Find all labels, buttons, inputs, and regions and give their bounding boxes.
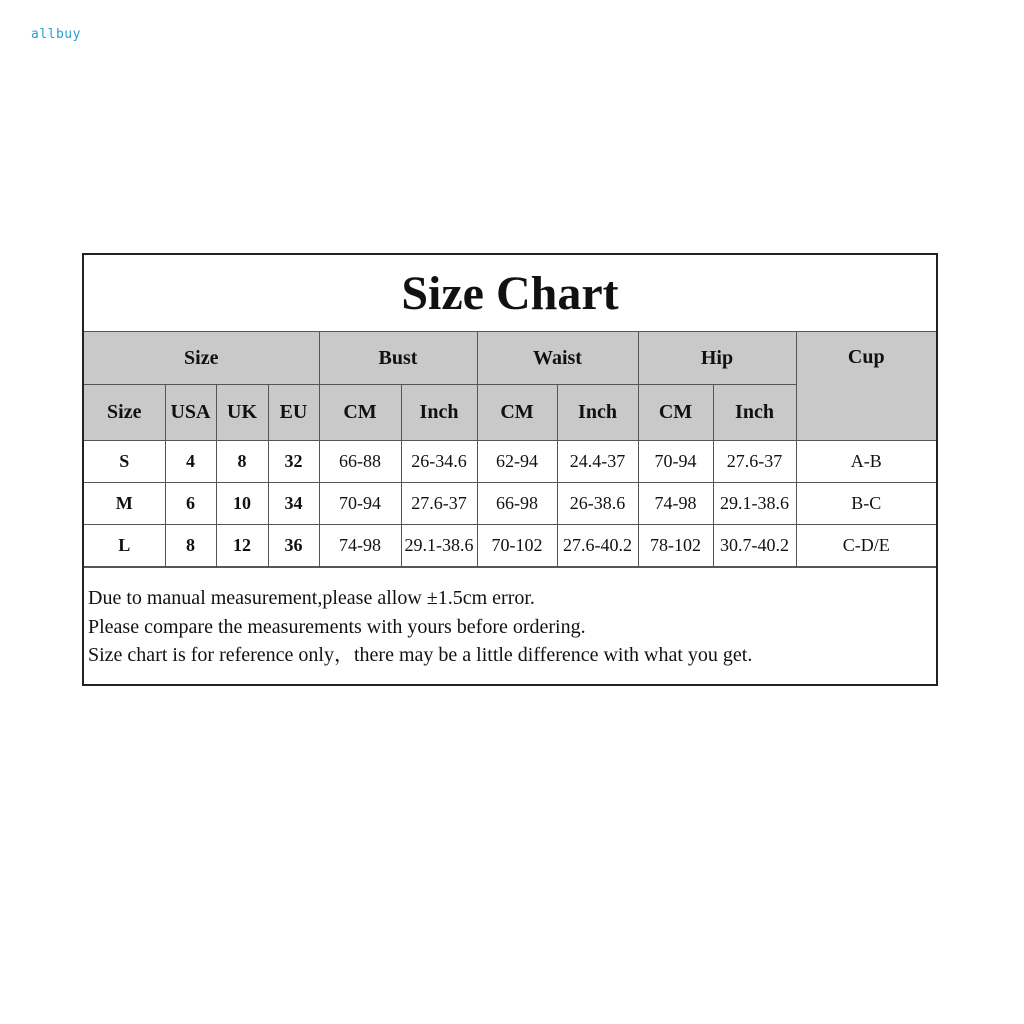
cell-bust-inch: 26-34.6 <box>401 441 477 483</box>
cell-uk: 12 <box>216 525 268 567</box>
header-size-group: Size <box>84 332 319 385</box>
cell-hip-cm: 70-94 <box>638 441 713 483</box>
cell-waist-cm: 62-94 <box>477 441 557 483</box>
subheader-eu: EU <box>268 385 319 441</box>
cell-hip-inch: 29.1-38.6 <box>713 483 796 525</box>
cell-hip-cm: 74-98 <box>638 483 713 525</box>
subheader-size: Size <box>84 385 165 441</box>
header-hip-group: Hip <box>638 332 796 385</box>
cell-waist-cm: 70-102 <box>477 525 557 567</box>
cell-bust-inch: 29.1-38.6 <box>401 525 477 567</box>
note-line: Due to manual measurement,please allow ±1.5cm error. <box>88 587 535 609</box>
table-row <box>84 525 936 567</box>
size-chart <box>82 253 938 686</box>
cell-usa: 6 <box>165 483 216 525</box>
subheader-hip-cm: CM <box>638 385 713 441</box>
size-table <box>84 332 936 567</box>
cell-eu: 36 <box>268 525 319 567</box>
header-bust-group: Bust <box>319 332 477 385</box>
header-waist-group: Waist <box>477 332 638 385</box>
cell-waist-cm: 66-98 <box>477 483 557 525</box>
cell-usa: 8 <box>165 525 216 567</box>
cell-bust-cm: 74-98 <box>319 525 401 567</box>
cell-usa: 4 <box>165 441 216 483</box>
cell-cup: A-B <box>796 441 936 483</box>
cell-eu: 32 <box>268 441 319 483</box>
cell-size: L <box>84 525 165 567</box>
note-line: Size chart is for reference only，there may be a little difference with what you get. <box>88 644 753 666</box>
notes-section <box>84 567 936 684</box>
subheader-uk: UK <box>216 385 268 441</box>
chart-title: Size Chart <box>84 255 936 332</box>
cell-waist-inch: 24.4-37 <box>557 441 638 483</box>
cell-bust-inch: 27.6-37 <box>401 483 477 525</box>
cell-waist-inch: 26-38.6 <box>557 483 638 525</box>
watermark-logo: allbuy <box>31 27 81 42</box>
header-cup: Cup <box>796 332 936 441</box>
group-header-row <box>84 332 936 385</box>
cell-size: M <box>84 483 165 525</box>
cell-uk: 10 <box>216 483 268 525</box>
cell-size: S <box>84 441 165 483</box>
cell-waist-inch: 27.6-40.2 <box>557 525 638 567</box>
cell-bust-cm: 66-88 <box>319 441 401 483</box>
cell-cup: B-C <box>796 483 936 525</box>
subheader-waist-cm: CM <box>477 385 557 441</box>
cell-bust-cm: 70-94 <box>319 483 401 525</box>
subheader-hip-inch: Inch <box>713 385 796 441</box>
cell-eu: 34 <box>268 483 319 525</box>
subheader-bust-cm: CM <box>319 385 401 441</box>
cell-uk: 8 <box>216 441 268 483</box>
table-row <box>84 483 936 525</box>
note-line: Please compare the measurements with yours before ordering. <box>88 615 586 638</box>
subheader-bust-inch: Inch <box>401 385 477 441</box>
subheader-waist-inch: Inch <box>557 385 638 441</box>
cell-hip-cm: 78-102 <box>638 525 713 567</box>
cell-hip-inch: 27.6-37 <box>713 441 796 483</box>
cell-cup: C-D/E <box>796 525 936 567</box>
subheader-usa: USA <box>165 385 216 441</box>
table-row <box>84 441 936 483</box>
cell-hip-inch: 30.7-40.2 <box>713 525 796 567</box>
